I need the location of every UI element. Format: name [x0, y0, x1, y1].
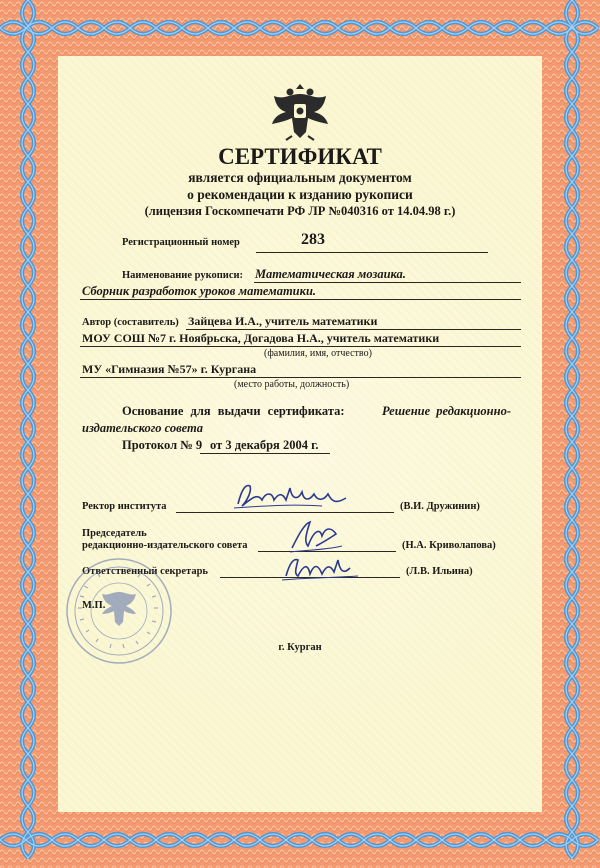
- chair-role-line-1: Председатель: [82, 528, 147, 539]
- city: г. Курган: [278, 642, 322, 653]
- registration-number: 283: [301, 231, 325, 248]
- protocol-underline: [200, 453, 330, 454]
- license-line: (лицензия Госкомпечати РФ ЛР №040316 от 14.04.98 г.): [144, 204, 456, 218]
- author-caption-name: (фамилия, имя, отчество): [264, 348, 372, 359]
- author-line-3: МУ «Гимназия №57» г. Кургана: [82, 362, 257, 376]
- chair-signature: [286, 516, 346, 556]
- author-line-2: МОУ СОШ №7 г. Ноябрьска, Догадова Н.А., учитель математики: [82, 331, 440, 345]
- subtitle-line-1: является официальным документом: [188, 170, 412, 185]
- protocol-prefix: Протокол № 9: [122, 438, 203, 452]
- author-underline-3: [80, 377, 521, 378]
- rector-role: Ректор института: [82, 501, 167, 512]
- author-label: Автор (составитель): [82, 317, 179, 328]
- basis-value-part2: издательского совета: [82, 421, 203, 435]
- basis-label: Основание для выдачи сертификата:: [122, 404, 345, 418]
- manuscript-label: Наименование рукописи:: [122, 270, 244, 281]
- coat-of-arms-icon: [268, 80, 332, 142]
- chair-name: (Н.А. Криволапова): [402, 540, 496, 551]
- stamp-label: М.П.: [82, 600, 106, 611]
- protocol-date: от 3 декабря 2004 г.: [210, 438, 319, 452]
- rector-name: (В.И. Дружинин): [400, 501, 480, 512]
- chair-role: редакционно-издательского совета: [82, 540, 248, 551]
- subtitle-line-2: о рекомендации к изданию рукописи: [187, 187, 413, 202]
- certificate-title: СЕРТИФИКАТ: [218, 144, 382, 169]
- manuscript-underline-1: [254, 282, 521, 283]
- rector-signature: [232, 478, 352, 514]
- secretary-role: Ответственный секретарь: [82, 566, 208, 577]
- basis-value-part1: Решение редакционно-: [382, 404, 511, 418]
- author-underline-1: [186, 329, 521, 330]
- author-line-1: Зайцева И.А., учитель математики: [188, 314, 378, 328]
- manuscript-underline-2: [80, 299, 521, 300]
- author-caption-workplace: (место работы, должность): [234, 379, 350, 390]
- author-underline-2: [80, 346, 521, 347]
- registration-underline: [256, 252, 488, 253]
- secretary-signature: [278, 552, 362, 586]
- manuscript-title: Математическая мозаика.: [255, 267, 406, 281]
- secretary-name: (Л.В. Ильина): [406, 566, 473, 577]
- manuscript-subtitle: Сборник разработок уроков математики.: [82, 284, 317, 298]
- registration-label: Регистрационный номер: [122, 237, 240, 248]
